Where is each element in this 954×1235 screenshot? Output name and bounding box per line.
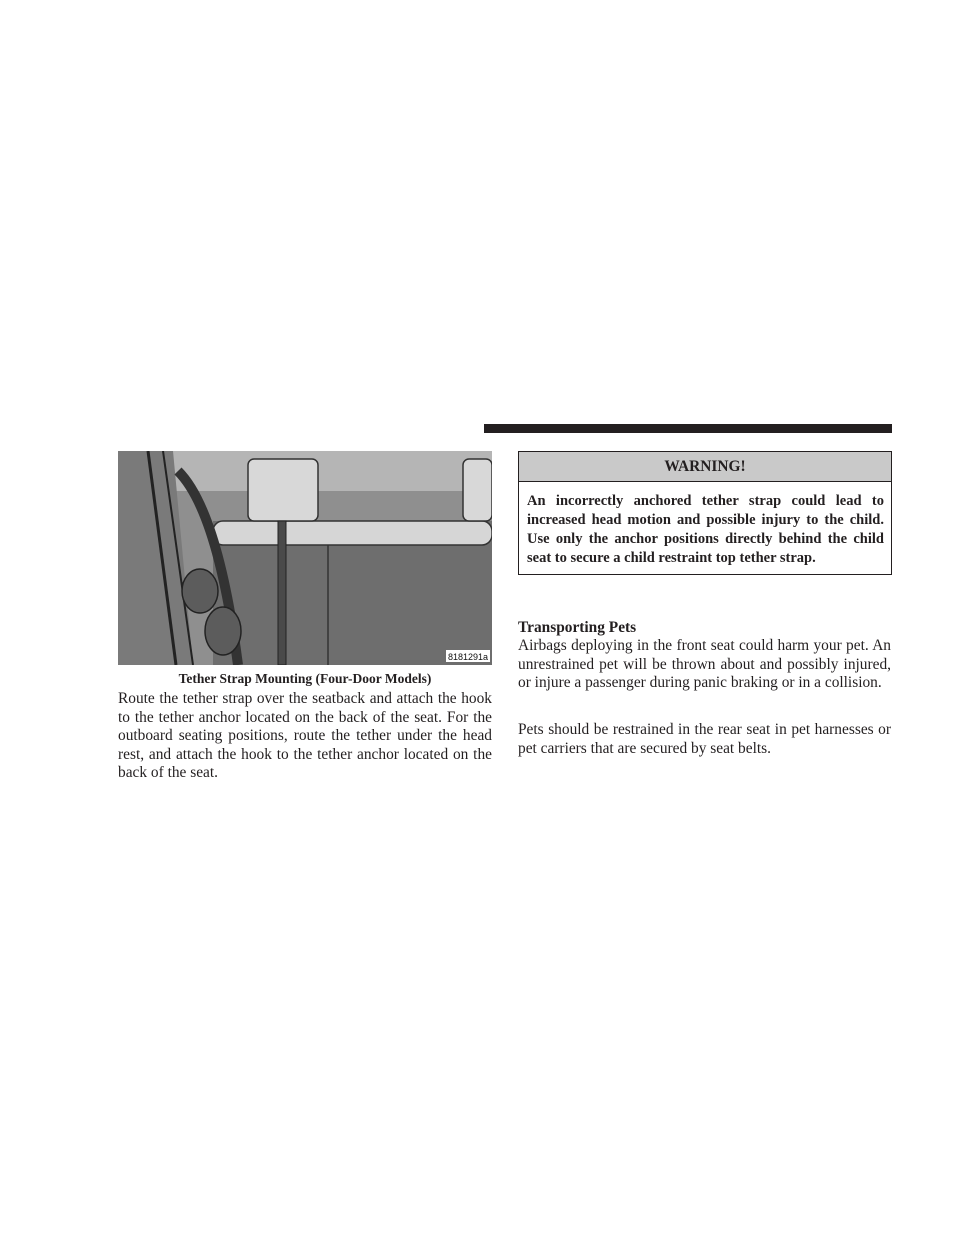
pets-paragraph-1: Airbags deploying in the front seat could harm your pet. An unrestrained pet will be thrown about and possibly injured, or injure a passenger during panic braking or in a collision.: [518, 637, 891, 692]
transporting-pets-heading: Transporting Pets: [518, 619, 637, 636]
warning-box: [518, 451, 892, 575]
tether-routing-paragraph: Route the tether strap over the seatback and attach the hook to the tether anchor located on the back of the seat. For the outboard seating positions, route the tether under the head rest, and attach the hook to the tether anchor located on the back of the seat.: [118, 690, 492, 782]
tether-strap-illustration: [118, 451, 492, 665]
figure-code: 8181291a: [447, 652, 489, 662]
section-rule: [484, 424, 892, 433]
pets-paragraph-2: Pets should be restrained in the rear seat in pet harnesses or pet carriers that are secured by seat belts.: [518, 721, 891, 757]
warning-title: WARNING!: [519, 452, 891, 482]
warning-text: An incorrectly anchored tether strap could lead to increased head motion and possible injury to the child. Use only the anchor positions directly behind the child seat to secure a child restraint top tether strap.: [527, 493, 884, 566]
figure-caption: Tether Strap Mounting (Four-Door Models): [178, 671, 432, 686]
